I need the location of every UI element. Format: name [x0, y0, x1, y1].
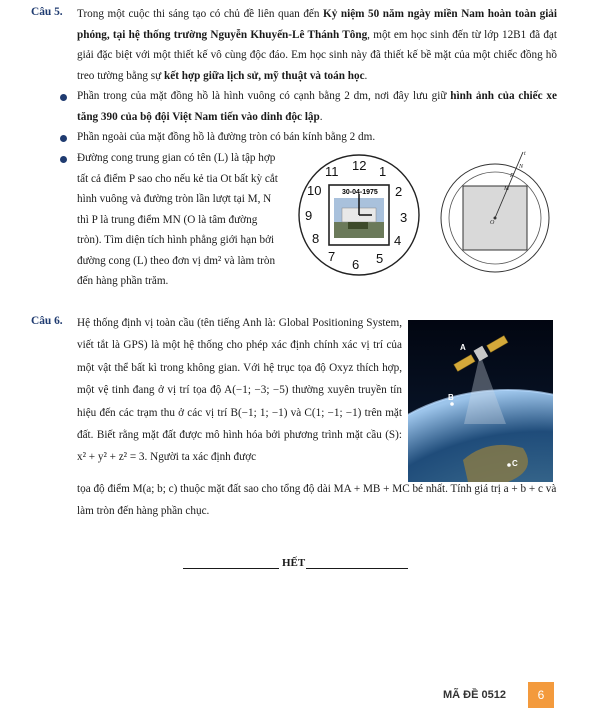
clock-num-6: 6 — [352, 257, 360, 272]
photo-tank — [348, 222, 368, 229]
bullet-dot — [60, 135, 67, 142]
clock-num-8: 8 — [312, 231, 320, 246]
question-5-label: Câu 5. — [31, 6, 63, 18]
clock-num-12: 12 — [352, 158, 367, 173]
clock-num-5: 5 — [376, 251, 384, 266]
clock-figure — [296, 152, 422, 278]
label-a: A — [460, 343, 466, 352]
label-m: M — [504, 186, 509, 192]
end-line-right — [306, 568, 408, 569]
clock-num-11: 11 — [325, 164, 339, 179]
clock-num-3: 3 — [400, 210, 408, 225]
point-b — [450, 402, 454, 406]
end-marker: HẾT — [282, 557, 306, 569]
clock-num-4: 4 — [394, 233, 402, 248]
label-o: O — [490, 220, 495, 226]
clock-num-10: 10 — [307, 183, 322, 198]
q5-bullet-3: Đường cong trung gian có tên (L) là tập hợp tất cả điểm P sao cho nếu kẻ tia Ot bất kỳ cắt hình vuông và đường tròn lần lượt tại M, N thì P là trung điểm MN (O là tâm đường tròn). Tìm diện tích hình phẳng giới hạn bởi đường cong (L) theo đơn vị dm² và làm tròn đến hàng phần trăm. — [77, 152, 278, 287]
label-p: P — [510, 173, 514, 179]
point-c — [507, 463, 511, 467]
q5-intro-text: Trong một cuộc thi sáng tạo có chủ đề liên quan đến — [77, 8, 324, 20]
q5-intro-bold2: kết hợp giữa lịch sử, mỹ thuật và toán học — [164, 69, 365, 82]
geometry-diagram — [437, 150, 557, 275]
label-c: C — [512, 459, 518, 468]
clock-num-2: 2 — [395, 184, 403, 199]
clock-num-9: 9 — [305, 208, 313, 223]
q5-intro-end: . — [364, 69, 368, 82]
q5-bullet1-end: . — [319, 110, 323, 123]
exam-code: MÃ ĐỀ 0512 — [443, 689, 506, 701]
q5-intro-rest: , một em học sinh đến từ lớp 12B1 đã đạt giải đặc biệt với một thiết kế vô cùng độc đáo. Em học sinh này đã thiết kế bề mặt của một chiếc đồng hồ treo tường bằng sự — [77, 28, 557, 82]
q5-intro-bold: Kỷ niệm 50 năm ngày miền Nam hoàn toàn giải phóng, tại hệ thống trường Nguyễn Khuyến-Lê Thánh Tông — [77, 8, 558, 41]
bullet-dot — [60, 94, 67, 101]
q5-bullet-1 — [77, 86, 557, 127]
page-number: 6 — [528, 682, 554, 708]
label-n: N — [519, 164, 524, 170]
question-6-label: Câu 6. — [31, 315, 63, 327]
clock-num-1: 1 — [379, 164, 387, 179]
label-t: t — [524, 151, 526, 157]
q5-bullet-2: Phần ngoài của mặt đồng hồ là đường tròn có bán kính bằng 2 dm. — [77, 131, 376, 143]
satellite-earth-image — [408, 320, 553, 482]
question-5-intro — [77, 4, 557, 86]
q5-bullet1-bold: hình ảnh của chiếc xe tăng 390 của bộ đội Việt Nam tiến vào dinh độc lập — [77, 90, 557, 123]
bullet-dot — [60, 156, 67, 163]
end-line-left — [183, 568, 279, 569]
label-b: B — [448, 393, 454, 402]
question-6-tail: tọa độ điểm M(a; b; c) thuộc mặt đất sao cho tổng độ dài MA + MB + MC bé nhất. Tính giá trị a + b + c và làm tròn đến hàng phần chục. — [77, 483, 557, 518]
clock-num-7: 7 — [328, 249, 336, 264]
q5-bullet1-text: Phần trong của mặt đồng hồ là hình vuông có cạnh bằng 2 dm, nơi đây lưu giữ — [77, 90, 451, 102]
clock-date: 30-04-1975 — [342, 189, 378, 196]
question-6-text: Hệ thống định vị toàn cầu (tên tiếng Anh là: Global Positioning System, viết tắt là GPS) là một hệ thống cho phép xác định chính xác vị trí của một vật thể bất kì trong không gian. Với hệ trục tọa độ Oxyz thích hợp, một vệ tinh đang ở vị trí tọa độ A(−1; −3; −5) thường xuyên truyền tín hiệu đến các trạm thu ở các vị trí B(−1; 1; −1) và C(1; −1; −1) trên mặt đất. Biết rằng mặt đất được mô hình hóa bởi phương trình mặt cầu (S): x² + y² + z² = 3. Người ta xác định được — [77, 317, 402, 464]
